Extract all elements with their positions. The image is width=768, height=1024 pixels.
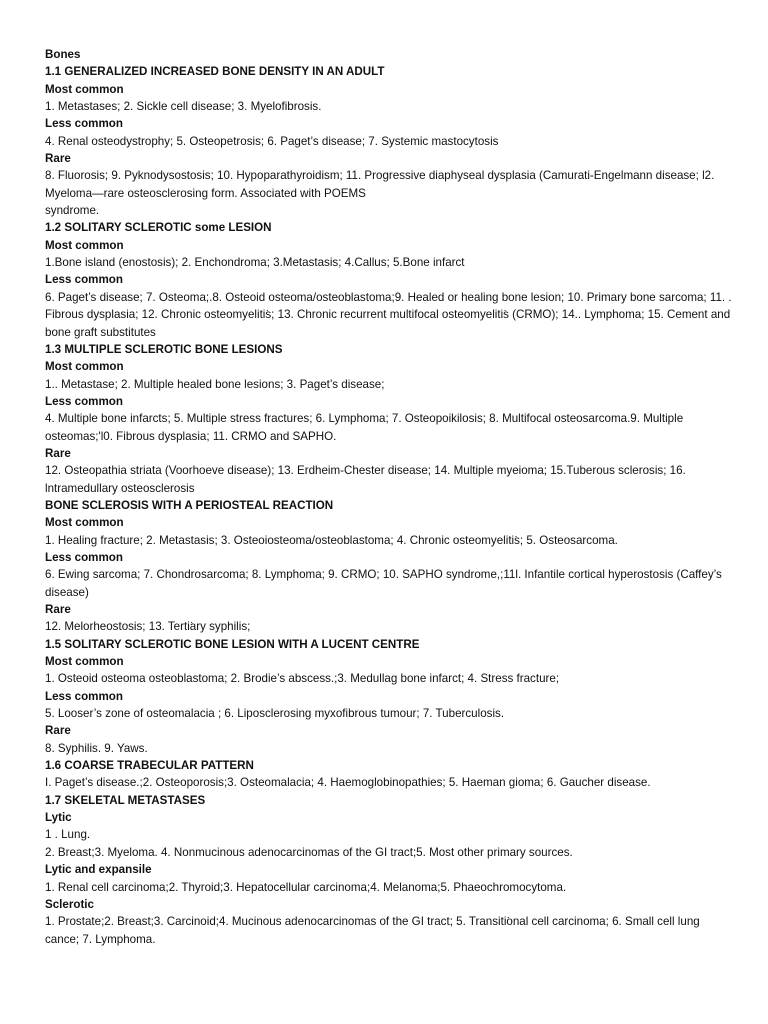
section-heading: Less common <box>45 273 123 287</box>
text-paragraph: 5. Looser’s zone of osteomalacia ; 6. Liposclerosing myxofibrous tumour; 7. Tuberculosis. <box>45 707 505 721</box>
section-heading: 1.7 SKELETAL METASTASES <box>45 793 206 807</box>
section-heading: Most common <box>45 655 124 669</box>
section-heading: 1.3 MULTIPLE SCLEROTIC BONE LESIONS <box>45 342 283 356</box>
text-paragraph: 1. Osteoid osteoma osteoblastoma; 2. Brodie’s abscess.;3. Medullag bone infarct; 4. Stress fracture; <box>45 672 560 686</box>
text-paragraph: 4. Renal osteodystrophy; 5. Osteopetrosis; 6. Paget’s disease; 7. Systemic mastocytosis <box>45 134 499 148</box>
text-paragraph: 1 . Lung. <box>45 828 91 842</box>
section-heading: BONE SCLEROSIS WITH A PERIOSTEAL REACTION <box>45 498 334 512</box>
text-paragraph: 6. Paget’s disease; 7. Osteoma;.8. Osteoid osteoma/osteoblastoma;9. Healed or healing bone lesion; 10. Primary bone sarcoma; 11. . Fibrous dysplasia; 12. Chronic osteomyeliti͘s; 13. Chronic recurrent multifocal osteomyeliti͘s (CRMO); 14.. Lymphoma; 15. Cement and bone graft substitutes <box>45 290 732 339</box>
text-paragraph: 1. Prostate;2. Breast;3. Carcinoid;4. Mucinous adenocarcinomas of the GI tract; 5. Transiti͘onal cell carcinoma; 6. Small cell lung cance; 7. Lymphoma. <box>45 915 700 946</box>
section-heading: Most common <box>45 516 124 530</box>
section-heading: Rare <box>45 724 71 738</box>
section-heading: Rare <box>45 152 71 166</box>
text-paragraph: 8. Syphilis. 9. Yaws. <box>45 741 148 755</box>
section-heading: Less common <box>45 550 123 564</box>
section-heading: 1.5 SOLITARY SCLEROTIC BONE LESION WITH A LUCENT CENTRE <box>45 637 420 651</box>
section-heading: Most common <box>45 82 124 96</box>
text-paragraph: 8. Fluorosis; 9. Pyknodysostosis; 10. Hypoparathyroidism; 11. Progressive diaphyseal dysplasia (Camurati-Engelmann disease; l2. Myeloma—rare osteosclerosing form. Associated with POEMS <box>45 169 715 200</box>
section-heading: Lytic <box>45 811 72 825</box>
section-heading: 1.1 GENERALIZED INCREASED BONE DENSITY IN AN ADULT <box>45 65 385 79</box>
section-heading: Most common <box>45 238 124 252</box>
section-heading: Lytic and expansile <box>45 863 152 877</box>
text-paragraph: 2. Breast;3. Myeloma. 4. Nonmucinous adenocarcinomas of the GI tract;5. Most other primary sources. <box>45 845 573 859</box>
section-heading: Less common <box>45 689 123 703</box>
text-paragraph: I. Paget’s disease.;2. Osteoporosis;3. Osteomalacia; 4. Haemoglobinopathies; 5. Haeman gioma; 6. Gaucher disease. <box>45 776 651 790</box>
text-paragraph: 4. Multiple bone infarcts; 5. Multiple stress fractures; 6. Lymphoma; 7. Osteopoikilosis; 8. Multifocal osteosarcoma.9. Multiple osteomas;'l0. Fibrous dysplasia; 11. CRMO and SAPHO. <box>45 412 684 443</box>
text-paragraph: 1. Healing fracture; 2. Metastasis; 3. Osteoiosteoma/osteoblastoma; 4. Chronic osteomyeliti͘s; 5. Osteosarcoma. <box>45 533 618 547</box>
document-page <box>45 46 735 948</box>
text-paragraph: 12. Melorheostosis; 13. Terti͘ary syphilis; <box>45 620 251 634</box>
text-paragraph: 1. Metastases; 2. Sickle cell disease; 3. Myelofibrosis. <box>45 100 322 114</box>
section-heading: Sclerotic <box>45 897 94 911</box>
section-heading: Rare <box>45 603 71 616</box>
text-paragraph: 12. Osteopathia striata (Voorhoeve disease); 13. Erdheim-Chester disease; 14. Multiple myeioma; 15.Tuberous sclerosis; 16. lntramedullary osteosclerosis <box>45 464 686 495</box>
section-heading: Most common <box>45 360 124 374</box>
section-heading: 1.6 COARSE TRABECULAR PATTERN <box>45 759 254 773</box>
text-paragraph: 1. Renal cell carcinoma;2. Thyroid;3. Hepatocellular carcinoma;4. Melanoma;5. Phaeochromocytoma. <box>45 880 567 894</box>
text-paragraph: 1.. Metastase; 2. Multiple healed bone lesions; 3. Paget’s disease; <box>45 377 385 391</box>
text-paragraph: 1.Bone island (enostosis); 2. Enchondroma; 3.Metastasis; 4.Callus; 5.Bone infarct <box>45 256 465 270</box>
section-heading: Rare <box>45 446 71 460</box>
text-paragraph: syndrome. <box>45 204 100 218</box>
section-heading: Bones <box>45 48 81 61</box>
section-heading: Less common <box>45 394 123 408</box>
section-heading: Less common <box>45 117 123 131</box>
section-heading: 1.2 SOLITARY SCLEROTIC some LESION <box>45 221 272 235</box>
text-paragraph: 6. Ewing sarcoma; 7. Chondrosarcoma; 8. Lymphoma; 9. CRMO; 10. SAPHO syndrome,;11l. Infantile cortical hyperostosis (Caffey’s disease) <box>45 568 722 599</box>
